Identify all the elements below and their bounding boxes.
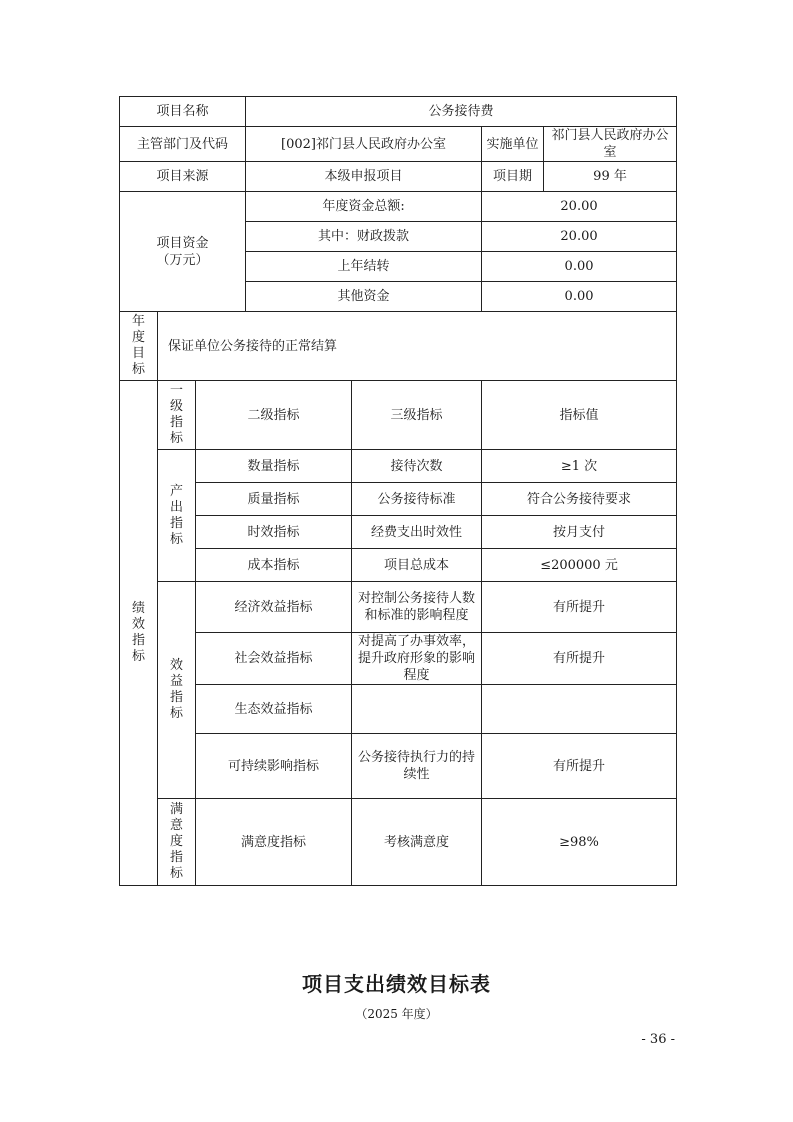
table-row xyxy=(120,799,677,886)
table-row xyxy=(120,450,677,483)
table-row xyxy=(120,685,677,734)
project-name-value: 公务接待费 xyxy=(246,97,677,127)
table-row xyxy=(120,162,677,192)
table-row xyxy=(120,192,677,222)
level3-cell: 经费支出时效性 xyxy=(352,516,482,549)
level3-cell xyxy=(352,685,482,734)
value-cell: ≤200000 元 xyxy=(482,549,677,582)
level3-cell: 对控制公务接待人数和标准的影响程度 xyxy=(352,582,482,633)
value-cell xyxy=(482,685,677,734)
value-cell: 符合公务接待要求 xyxy=(482,483,677,516)
period-label: 项目期 xyxy=(482,162,544,192)
satisfaction-label: 满意度指标 xyxy=(169,802,183,881)
value-cell: 按月支付 xyxy=(482,516,677,549)
level2-cell: 经济效益指标 xyxy=(196,582,352,633)
table-row xyxy=(120,97,677,127)
performance-label: 绩效指标 xyxy=(131,601,145,664)
table-row xyxy=(120,734,677,799)
level3-cell: 接待次数 xyxy=(352,450,482,483)
level3-cell: 公务接待执行力的持续性 xyxy=(352,734,482,799)
table-row xyxy=(120,549,677,582)
table-row xyxy=(120,516,677,549)
document-subtitle: （2025 年度） xyxy=(355,1007,438,1021)
table-row xyxy=(120,633,677,685)
source-label: 项目来源 xyxy=(120,162,246,192)
level3-cell: 考核满意度 xyxy=(352,799,482,886)
value-cell: ≥1 次 xyxy=(482,450,677,483)
value-cell: ≥98% xyxy=(482,799,677,886)
table-row xyxy=(120,483,677,516)
funds-row-label: 上年结转 xyxy=(246,252,482,282)
annual-goal-text: 保证单位公务接待的正常结算 xyxy=(158,312,677,381)
table-row xyxy=(120,312,677,381)
output-label: 产出指标 xyxy=(169,483,183,547)
level2-cell: 数量指标 xyxy=(196,450,352,483)
source-value: 本级申报项目 xyxy=(246,162,482,192)
benefit-label: 效益指标 xyxy=(169,658,183,721)
table-row xyxy=(120,127,677,162)
header-value: 指标值 xyxy=(482,381,677,450)
period-value: 99 年 xyxy=(544,162,677,192)
funds-label: 项目资金（万元） xyxy=(156,235,209,268)
level2-cell: 时效指标 xyxy=(196,516,352,549)
level2-cell: 社会效益指标 xyxy=(196,633,352,685)
level3-cell: 项目总成本 xyxy=(352,549,482,582)
level2-cell: 满意度指标 xyxy=(196,799,352,886)
project-name-label: 项目名称 xyxy=(120,97,246,127)
level2-cell: 生态效益指标 xyxy=(196,685,352,734)
funds-row-label: 其他资金 xyxy=(246,282,482,312)
funds-row-label: 年度资金总额: xyxy=(246,192,482,222)
funds-row-label: 其中：财政拨款 xyxy=(246,222,482,252)
annual-goal-label: 年度目标 xyxy=(131,314,145,377)
funds-row-value: 0.00 xyxy=(482,252,677,282)
level3-cell: 公务接待标准 xyxy=(352,483,482,516)
implementing-unit-label: 实施单位 xyxy=(482,127,544,162)
page-number: - 36 - xyxy=(641,1032,675,1047)
funds-row-value: 0.00 xyxy=(482,282,677,312)
level2-cell: 成本指标 xyxy=(196,549,352,582)
value-cell: 有所提升 xyxy=(482,633,677,685)
table-row xyxy=(120,582,677,633)
header-level2: 二级指标 xyxy=(196,381,352,450)
value-cell: 有所提升 xyxy=(482,582,677,633)
header-level1: 一级指标 xyxy=(169,383,183,446)
level2-cell: 质量指标 xyxy=(196,483,352,516)
value-cell: 有所提升 xyxy=(482,734,677,799)
header-level3: 三级指标 xyxy=(352,381,482,450)
department-label: 主管部门及代码 xyxy=(120,127,246,162)
table-row xyxy=(120,381,677,450)
level3-cell: 对提高了办事效率，提升政府形象的影响程度 xyxy=(352,633,482,685)
funds-row-value: 20.00 xyxy=(482,192,677,222)
performance-table xyxy=(119,96,677,886)
department-value: [002]祁门县人民政府办公室 xyxy=(246,127,482,162)
level2-cell: 可持续影响指标 xyxy=(196,734,352,799)
implementing-unit-value: 祁门县人民政府办公室 xyxy=(544,127,677,162)
document-title: 项目支出绩效目标表 xyxy=(302,972,491,996)
funds-row-value: 20.00 xyxy=(482,222,677,252)
